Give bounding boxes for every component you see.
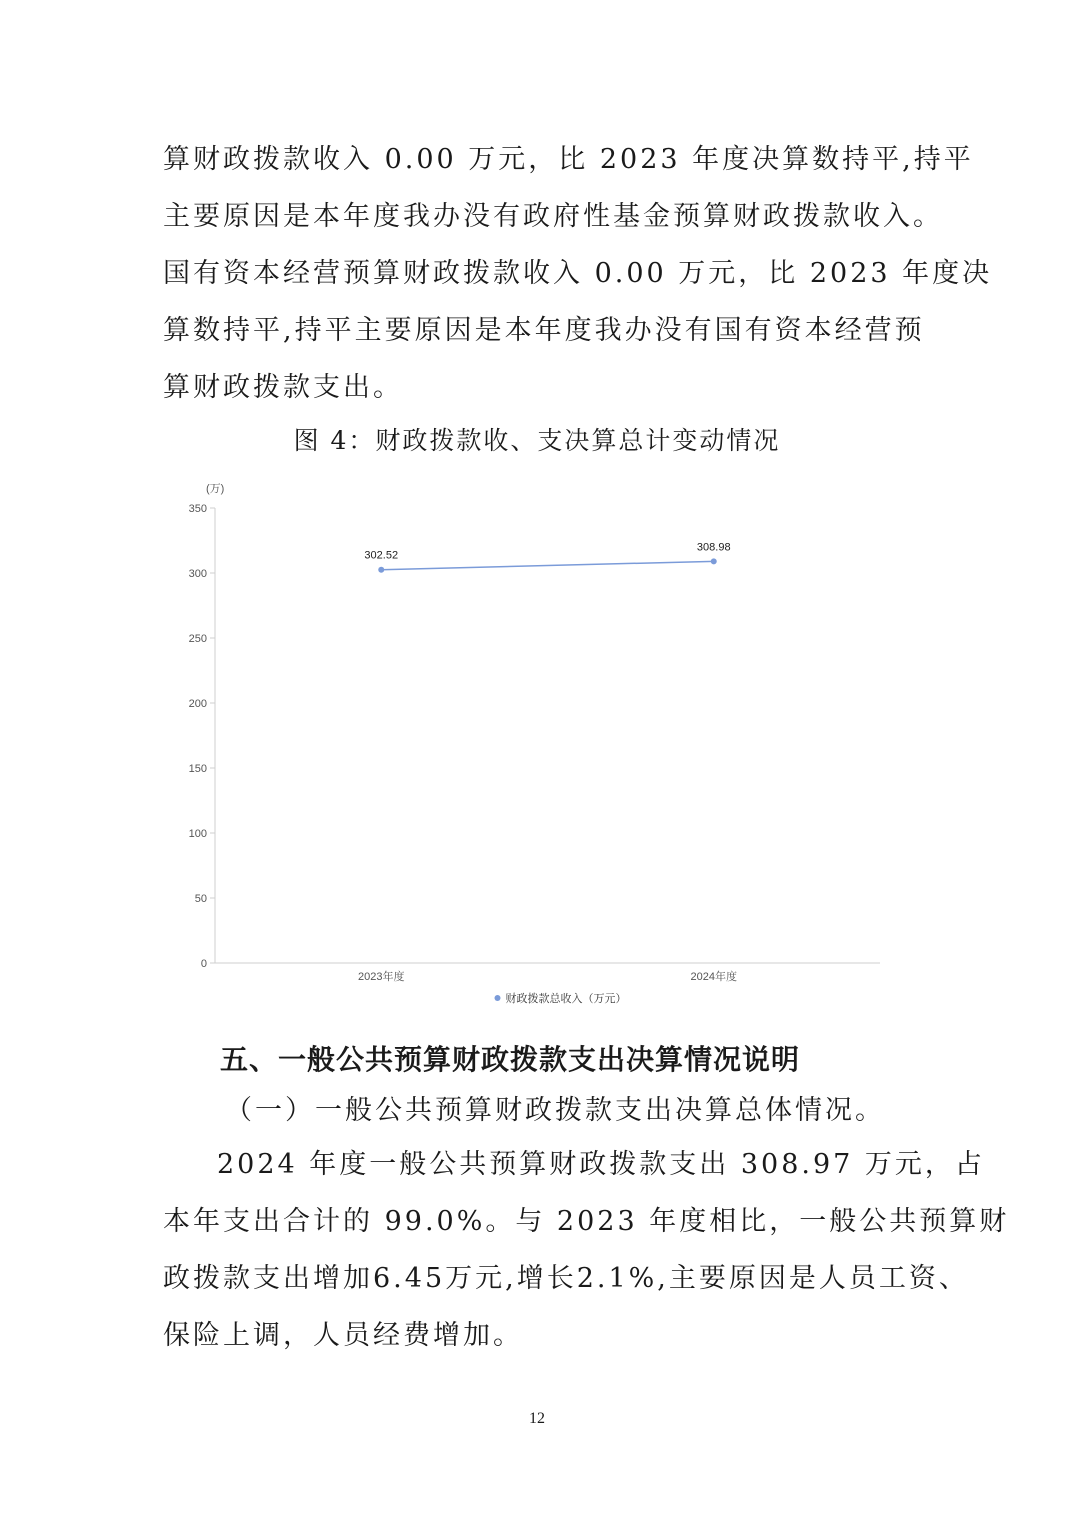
legend-marker <box>495 995 501 1001</box>
text-line: 主要原因是本年度我办没有政府性基金预算财政拨款收入。 <box>163 201 943 232</box>
text-line: 政拨款支出增加6.45万元,增长2.1%,主要原因是人员工资、 <box>163 1263 969 1294</box>
section-heading: 五、一般公共预算财政拨款支出决算情况说明 <box>220 1043 801 1076</box>
paragraph-fund-income <box>163 131 993 416</box>
data-label: 302.52 <box>364 549 399 562</box>
y-tick-label: 250 <box>188 633 207 645</box>
data-point <box>378 567 384 573</box>
subsection-heading: （一）一般公共预算财政拨款支出决算总体情况。 <box>225 1095 885 1126</box>
text-line: 算数持平,持平主要原因是本年度我办没有国有资本经营预 <box>163 315 925 346</box>
text-line: 2024 年度一般公共预算财政拨款支出 308.97 万元，占 <box>217 1149 985 1180</box>
text-line: 国有资本经营预算财政拨款收入 0.00 万元，比 2023 年度决 <box>163 258 993 289</box>
figure-caption: 图 4：财政拨款收、支决算总计变动情况 <box>293 426 781 455</box>
y-tick-label: 350 <box>188 503 207 515</box>
series-line <box>381 561 714 569</box>
text-line: 保险上调，人员经费增加。 <box>163 1320 523 1351</box>
page-number: 12 <box>529 1410 545 1427</box>
y-tick-label: 150 <box>188 763 207 775</box>
text-line: 算财政拨款支出。 <box>163 372 403 403</box>
paragraph-expenditure <box>163 1136 1010 1364</box>
y-tick-label: 50 <box>194 893 207 905</box>
data-label: 308.98 <box>696 541 731 554</box>
y-tick-label: 300 <box>188 568 207 580</box>
y-tick-label: 100 <box>188 828 207 840</box>
text-line: 本年支出合计的 99.0%。与 2023 年度相比，一般公共预算财 <box>163 1206 1010 1237</box>
x-tick-label: 2023年度 <box>358 971 405 983</box>
x-tick-label: 2024年度 <box>690 971 737 983</box>
y-tick-label: 0 <box>200 958 207 970</box>
y-axis-unit-label: (万) <box>206 483 225 495</box>
text-line: 算财政拨款收入 0.00 万元，比 2023 年度决算数持平,持平 <box>163 144 974 175</box>
y-tick-label: 200 <box>188 698 207 710</box>
line-chart <box>160 475 900 1020</box>
data-point <box>711 558 717 564</box>
legend-label: 财政拨款总收入（万元） <box>505 993 627 1005</box>
